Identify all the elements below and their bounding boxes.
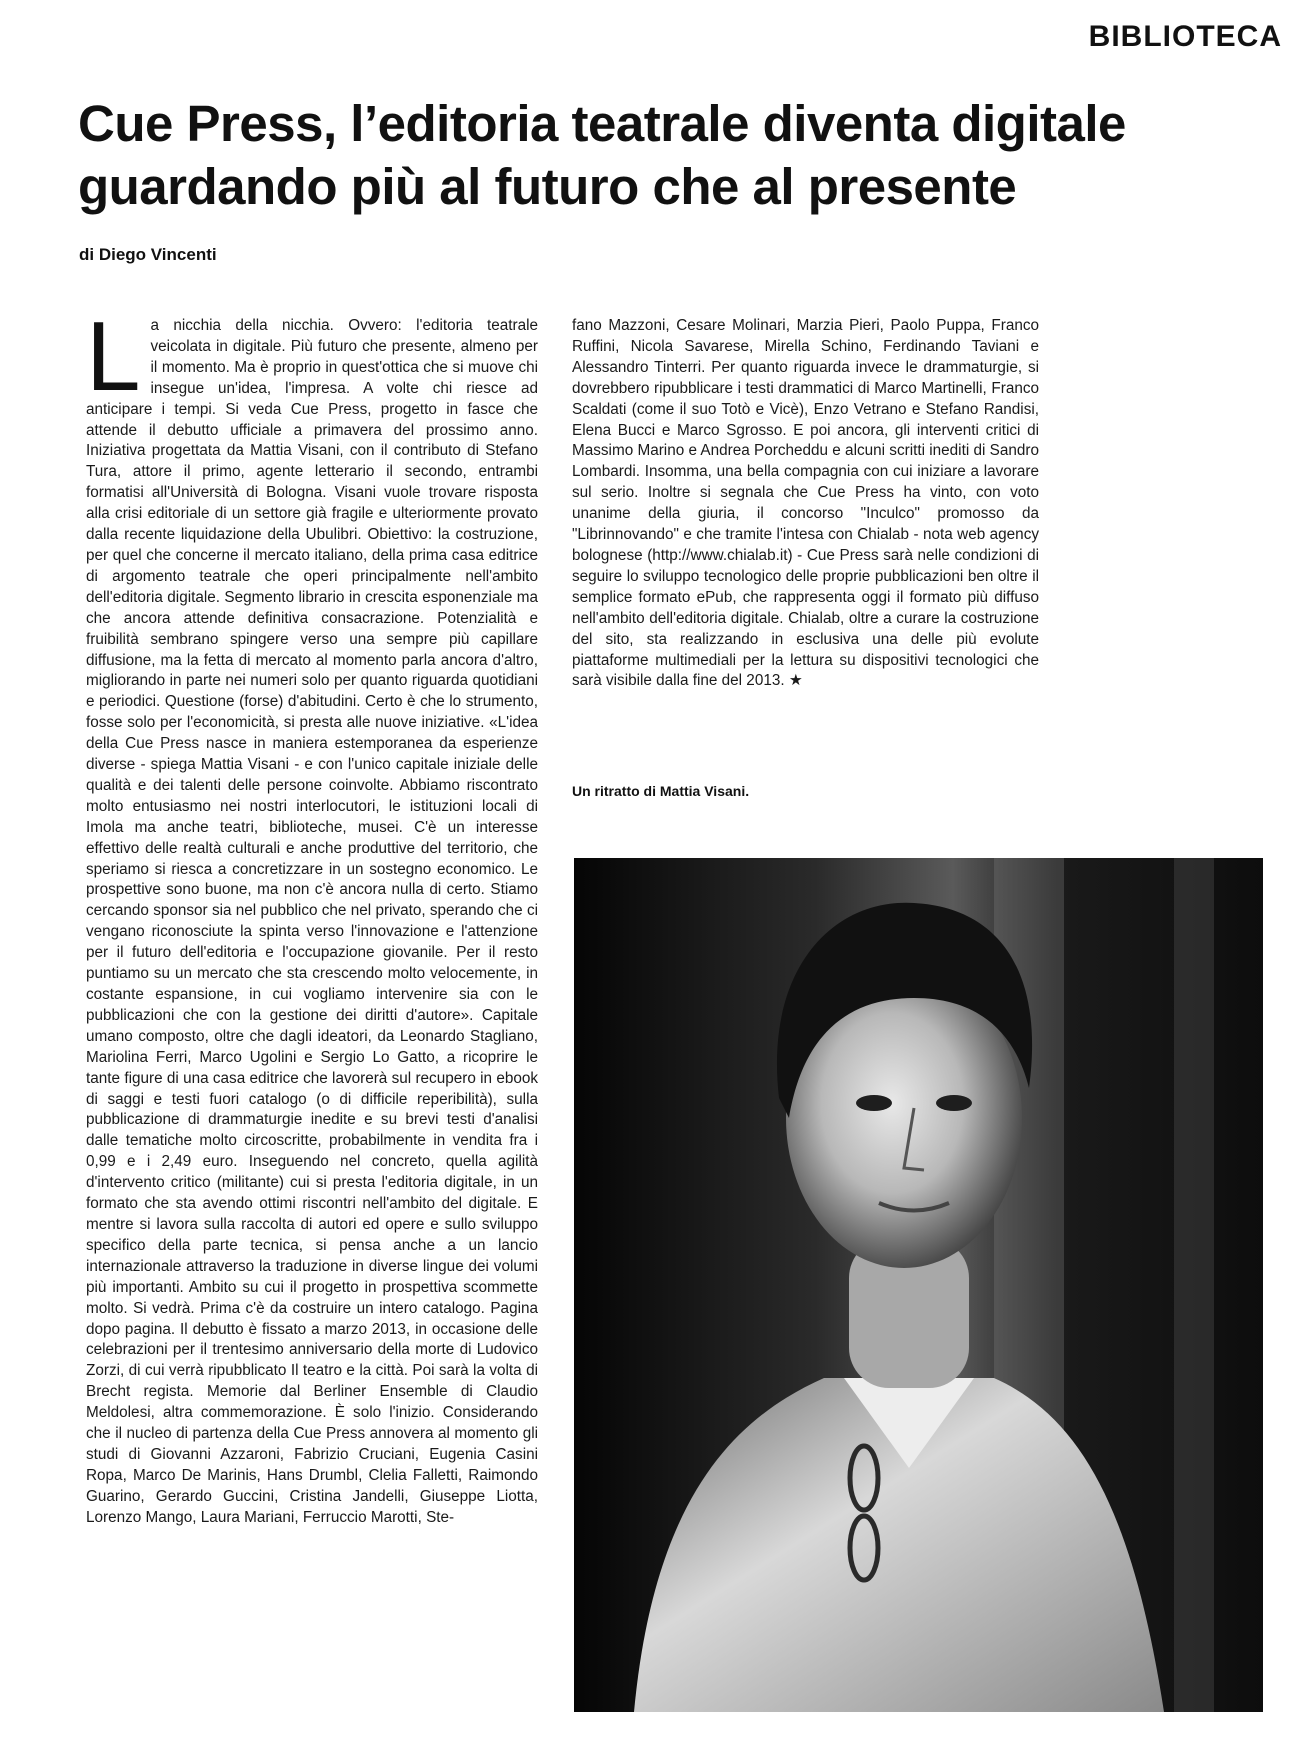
article-title-line-1: Cue Press, l’editoria teatrale diventa digitale [78, 95, 1126, 152]
article-body-left: a nicchia della nicchia. Ovvero: l'editoria teatrale veicolata in digitale. Più futuro che presente, almeno per il momento. Ma è proprio in quest'ottica che si muove chi insegue un'idea, l'impresa. A volte chi riesce ad anticipare i tempi. Si veda Cue Press, progetto in fasce che attende il debutto ufficiale a primavera del prossimo anno. Iniziativa progettata da Mattia Visani, con il contributo di Stefano Tura, attore il primo, agente letterario il secondo, entrambi formatisi all'Università di Bologna. Visani vuole trovare risposta alla crisi editoriale di un settore già fragile e ulteriormente provato dalla recente liquidazione della Ubulibri. Obiettivo: la costruzione, per quel che concerne il mercato italiano, della prima casa editrice di argomento teatrale che operi principalmente nell'ambito dell'editoria digitale. Segmento librario in crescita esponenziale ma che ancora attende definitiva consacrazione. Potenzialità e fruibilità sembrano spingere verso una sempre più capillare diffusione, ma la fetta di mercato al momento parla ancora d'altro, migliorando in parte nei numeri solo per quanto riguarda quotidiani e periodici. Questione (forse) d'abitudini. Certo è che lo strumento, fosse solo per l'economicità, si presta alle nuove iniziative. «L'idea della Cue Press nasce in maniera estemporanea da esperienze diverse - spiega Mattia Visani - e con l'unico capitale iniziale delle qualità e dei talenti delle persone coinvolte. Abbiamo riscontrato molto entusiasmo nei nostri interlocutori, le istituzioni locali di Imola ma anche teatri, biblioteche, musei. C'è un interesse effettivo delle realtà culturali e anche produttive del territorio, che speriamo si riesca a concretizzare in un sostegno economico. Le prospettive sono buone, ma non c'è ancora nulla di certo. Stiamo cercando sponsor sia nel pubblico che nel privato, sperando che ci vengano riconosciute la spinta verso l'innovazione e l'attenzione per il futuro dell'editoria e l'occupazione giovanile. Per il resto puntiamo su un mercato che sta crescendo molto velocemente, in costante espansione, in cui vogliamo intervenire sia con le pubblicazioni che con la gestione dei diritti d'autore». Capitale umano composto, oltre che dagli ideatori, da Leonardo Stagliano, Mariolina Ferri, Marco Ugolini e Sergio Lo Gatto, a ricoprire le tante figure di una casa editrice che lavorerà sul recupero in ebook di saggi e testi fuori catalogo (o di difficile reperibilità), sulla pubblicazione di drammaturgie inedite e su brevi testi d'analisi dalle tematiche molto circoscritte, probabilmente in vendita fra i 0,99 e i 2,49 euro. Inseguendo nel concreto, quella agilità d'intervento critico (militante) cui si presta l'editoria digitale, in un formato che sta avendo ottimi riscontri nell'ambito del digitale. E mentre si lavora sulla raccolta di autori ed opere e sullo sviluppo specifico della parte tecnica, si pensa anche a un lancio internazionale attraverso la traduzione in diverse lingue dei volumi più importanti. Ambito su cui il progetto in prospettiva scommette molto. Si vedrà. Prima c'è da costruire un intero catalogo. Pagina dopo pagina. Il debutto è fissato a marzo 2013, in occasione delle celebrazioni per il trentesimo anniversario della morte di Ludovico Zorzi, di cui verrà ripubblicato Il teatro e la città. Poi sarà la volta di Brecht regista. Memorie dal Berliner Ensemble di Claudio Meldolesi, altra commemorazione. È solo l'inizio. Considerando che il nucleo di partenza della Cue Press annovera al momento gli studi di Giovanni Azzaroni, Fabrizio Cruciani, Eugenia Casini Ropa, Marco De Marinis, Hans Drumbl, Clelia Falletti, Raimondo Guarino, Gerardo Guccini, Cristina Jandelli, Giuseppe Liotta, Lorenzo Mango, Laura Mariani, Ferruccio Marotti, Ste- [86, 317, 538, 1526]
article-body-right: fano Mazzoni, Cesare Molinari, Marzia Pieri, Paolo Puppa, Franco Ruffini, Nicola Savarese, Mirella Schino, Ferdinando Taviani e Alessandro Tinterri. Per quanto riguarda invece le drammaturgie, si dovrebbero ripubblicare i testi drammatici di Marco Martinelli, Franco Scaldati (come il suo Totò e Vicè), Enzo Vetrano e Stefano Randisi, Elena Bucci e Marco Sgrosso. E poi ancora, gli interventi critici di Massimo Marino e Andrea Porcheddu e alcuni scritti inediti di Sandro Lombardi. Insomma, una bella compagnia con cui iniziare a lavorare sul serio. Inoltre si segnala che Cue Press ha vinto, con voto unanime della giuria, il concorso "Inculco" promosso da "Librinnovando" e che tramite l'intesa con Chialab - nota web agency bolognese (http://www.chialab.it) - Cue Press sarà nelle condizioni di seguire lo sviluppo tecnologico delle proprie pubblicazioni ben oltre il semplice formato ePub, che rappresenta oggi il formato più diffuso nell'ambito dell'editoria digitale. Chialab, oltre a curare la costruzione del sito, sta realizzando in esclusiva una delle più evolute piattaforme multimediali per la lettura su dispositivi tecnologici che sarà visibile dalla fine del 2013. ★ [572, 317, 1039, 690]
portrait-photo [574, 858, 1263, 1712]
article-title-line-2: guardando più al futuro che al presente [78, 158, 1017, 215]
article-column-right [572, 316, 1039, 692]
article-byline: di Diego Vincenti [79, 245, 217, 264]
drop-cap: L [86, 301, 141, 411]
photo-caption: Un ritratto di Mattia Visani. [572, 783, 750, 799]
section-label: BIBLIOTECA [1088, 20, 1282, 53]
article-column-left [86, 301, 538, 1529]
article-title [78, 92, 1258, 218]
